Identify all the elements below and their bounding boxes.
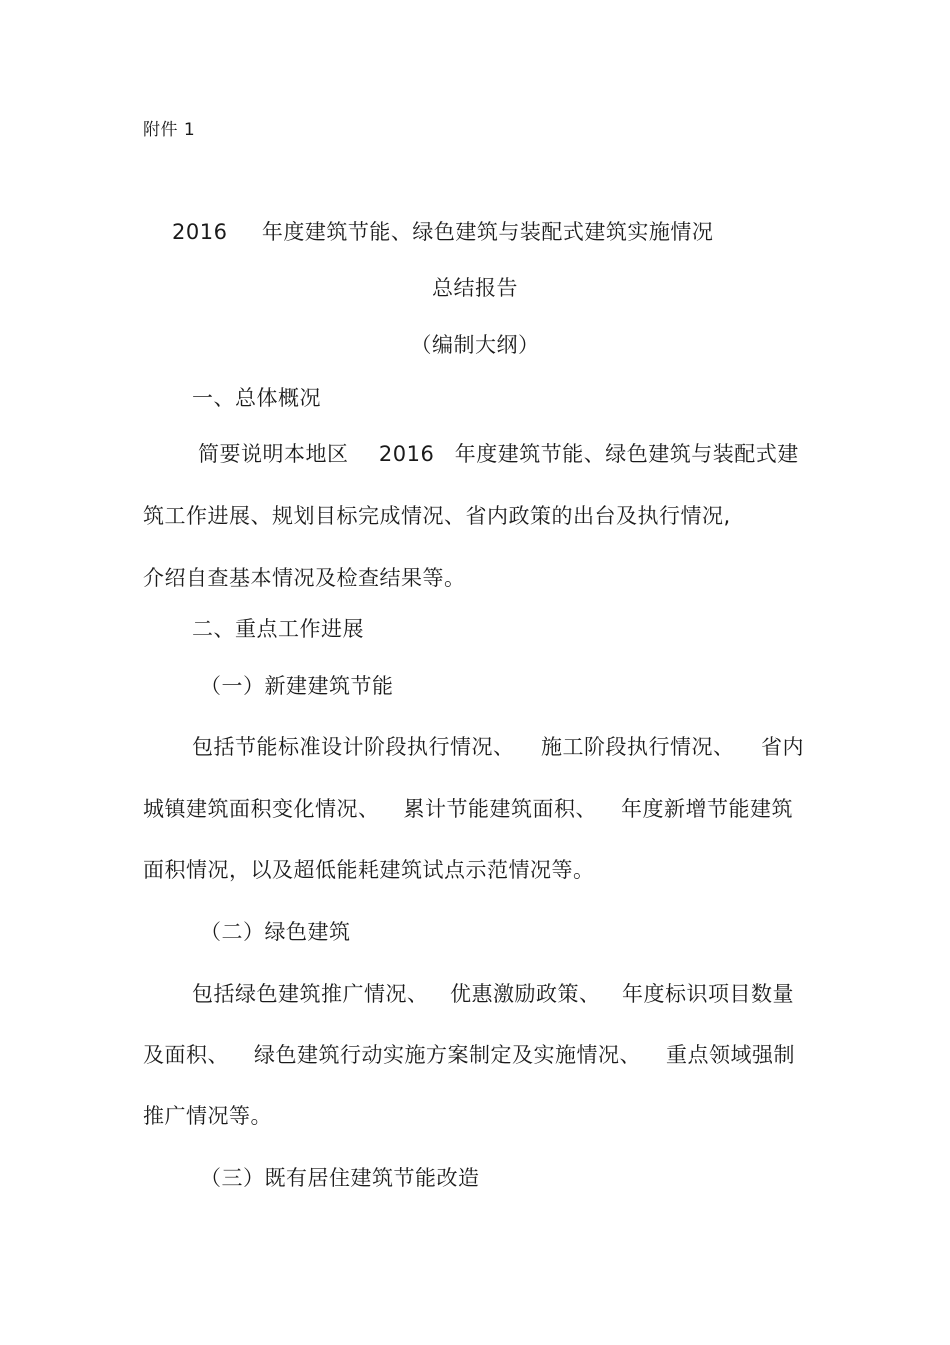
title-line-2: 总结报告 bbox=[432, 276, 518, 300]
subsection-1-line-2 bbox=[143, 795, 793, 823]
subsection-1-line-1-seg-3: 省内 bbox=[761, 735, 804, 759]
subsection-2-line-2-seg-3: 重点领域强制 bbox=[666, 1043, 795, 1067]
section-2-heading: 二、重点工作进展 bbox=[192, 617, 364, 641]
section-1-para-seg-3: 年度建筑节能、绿色建筑与装配式建 bbox=[454, 442, 799, 466]
subsection-1-line-2-seg-3: 年度新增节能建筑 bbox=[621, 797, 793, 821]
subsection-2-heading: （二）绿色建筑 bbox=[200, 920, 351, 944]
subsection-1-line-1-seg-2: 施工阶段执行情况、 bbox=[541, 735, 735, 759]
subsection-2-line-2-seg-2: 绿色建筑行动实施方案制定及实施情况、 bbox=[254, 1043, 641, 1067]
subsection-2-line-1 bbox=[192, 980, 794, 1008]
subsection-2-line-2-seg-1: 及面积、 bbox=[143, 1043, 229, 1067]
section-1-heading: 一、总体概况 bbox=[192, 386, 321, 410]
section-1-para-line-3: 介绍自查基本情况及检查结果等。 bbox=[143, 566, 466, 590]
subsection-1-line-3: 面积情况，以及超低能耗建筑试点示范情况等。 bbox=[143, 858, 595, 882]
title-line-1 bbox=[172, 218, 713, 246]
attachment-label: 附件 1 bbox=[143, 120, 196, 140]
section-1-para-seg-2: 2016 bbox=[378, 442, 435, 466]
subsection-1-line-2-seg-1: 城镇建筑面积变化情况、 bbox=[143, 797, 380, 821]
subsection-2-line-2 bbox=[143, 1041, 795, 1069]
title-year: 2016 bbox=[172, 220, 228, 244]
title-text: 年度建筑节能、绿色建筑与装配式建筑实施情况 bbox=[261, 220, 714, 244]
subsection-1-line-1 bbox=[192, 733, 804, 761]
subsection-2-line-1-seg-2: 优惠激励政策、 bbox=[450, 982, 601, 1006]
subsection-3-heading: （三）既有居住建筑节能改造 bbox=[200, 1166, 480, 1190]
title-line-3: （编制大纲） bbox=[410, 333, 540, 357]
subsection-2-line-1-seg-1: 包括绿色建筑推广情况、 bbox=[192, 982, 429, 1006]
section-1-para-seg-1: 简要说明本地区 bbox=[198, 442, 349, 466]
subsection-2-line-1-seg-3: 年度标识项目数量 bbox=[622, 982, 794, 1006]
section-1-para-line-1 bbox=[198, 440, 799, 468]
subsection-1-heading: （一）新建建筑节能 bbox=[200, 674, 394, 698]
subsection-1-line-2-seg-2: 累计节能建筑面积、 bbox=[403, 797, 597, 821]
subsection-2-line-3: 推广情况等。 bbox=[143, 1104, 272, 1128]
subsection-1-line-1-seg-1: 包括节能标准设计阶段执行情况、 bbox=[192, 735, 515, 759]
section-1-para-line-2: 筑工作进展、规划目标完成情况、省内政策的出台及执行情况, bbox=[143, 504, 731, 528]
